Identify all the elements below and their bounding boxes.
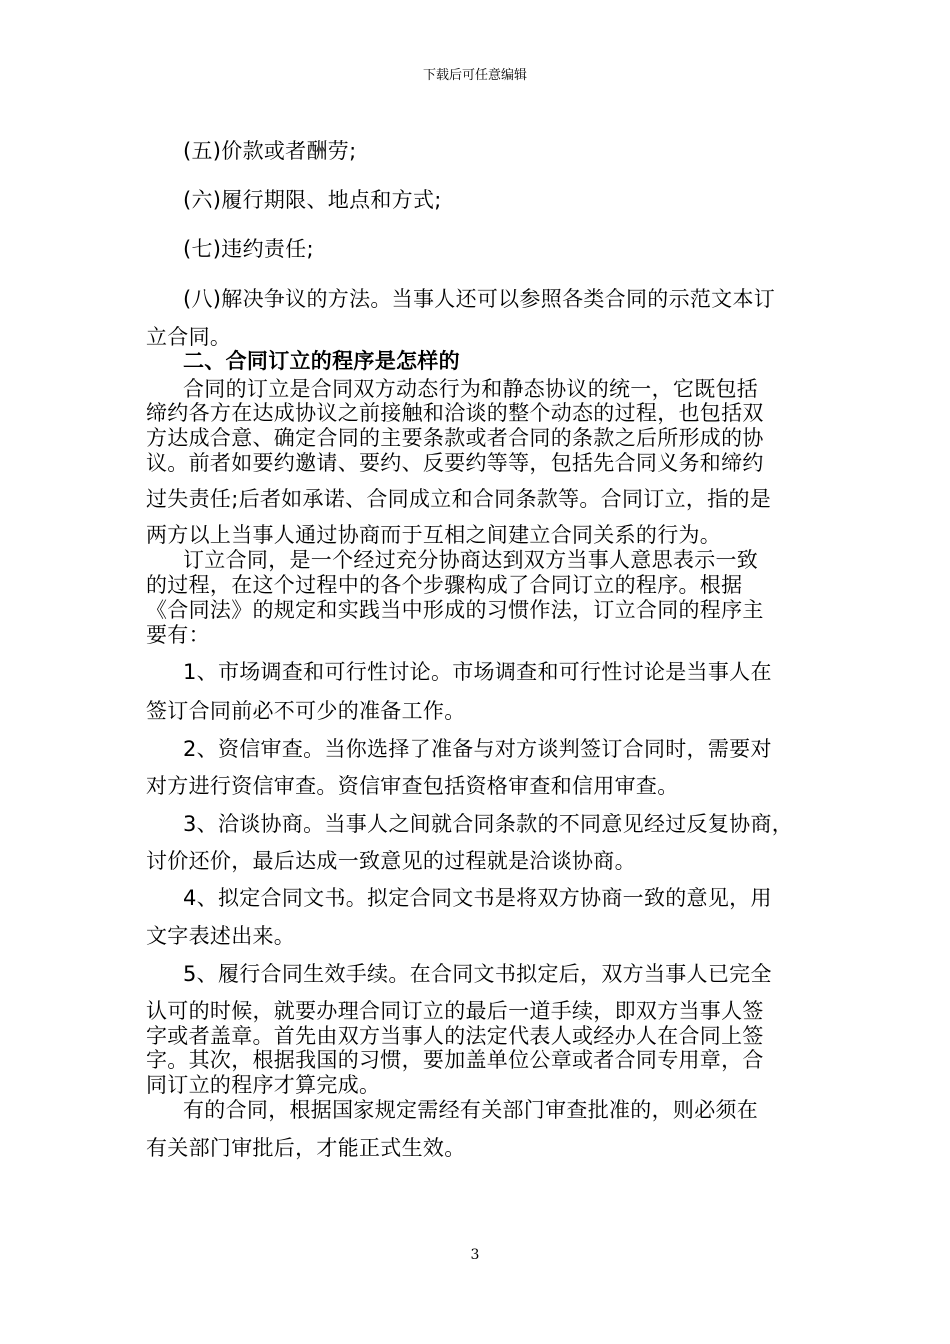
body-line: 合同的订立是合同双方动态行为和静态协议的统一，它既包括 <box>183 377 759 401</box>
body-line: 同订立的程序才算完成。 <box>146 1073 381 1097</box>
body-line: 《合同法》的规定和实践当中形成的习惯作法，订立合同的程序主 <box>146 598 764 622</box>
body-line: (七)违约责任; <box>183 237 314 261</box>
page-header: 下载后可任意编辑 <box>422 68 527 83</box>
body-line: 认可的时候，就要办理合同订立的最后一道手续，即双方当事人签 <box>146 999 764 1023</box>
body-line: 缔约各方在达成协议之前接触和洽谈的整个动态的过程，也包括双 <box>146 401 764 425</box>
body-line: 4、拟定合同文书。拟定合同文书是将双方协商一致的意见，用 <box>183 886 772 910</box>
body-line: (五)价款或者酬劳; <box>183 139 357 163</box>
body-line: 1、市场调查和可行性讨论。市场调查和可行性讨论是当事人在 <box>183 660 772 684</box>
body-line: 有关部门审批后，才能正式生效。 <box>146 1136 466 1160</box>
page-number: 3 <box>470 1247 480 1263</box>
body-line: 订立合同，是一个经过充分协商达到双方当事人意思表示一致 <box>183 548 759 572</box>
body-line: (六)履行期限、地点和方式; <box>183 188 442 212</box>
section-heading: 二、合同订立的程序是怎样的 <box>183 349 460 373</box>
body-line: 方达成合意、确定合同的主要条款或者合同的条款之后所形成的协 <box>146 426 764 450</box>
body-line: 过失责任;后者如承诺、合同成立和合同条款等。合同订立，指的是 <box>146 487 772 511</box>
body-line: 议。前者如要约邀请、要约、反要约等等，包括先合同义务和缔约 <box>146 451 764 475</box>
body-line: 字。其次，根据我国的习惯，要加盖单位公章或者合同专用章，合 <box>146 1048 764 1072</box>
body-line: 讨价还价，最后达成一致意见的过程就是洽谈协商。 <box>146 849 636 873</box>
body-line: 签订合同前必不可少的准备工作。 <box>146 699 466 723</box>
body-line: 立合同。 <box>146 325 232 349</box>
body-line: 5、履行合同生效手续。在合同文书拟定后，双方当事人已完全 <box>183 962 772 986</box>
body-line: 有的合同，根据国家规定需经有关部门审查批准的，则必须在 <box>183 1098 759 1122</box>
body-line: (八)解决争议的方法。当事人还可以参照各类合同的示范文本订 <box>183 287 776 311</box>
body-line: 文字表述出来。 <box>146 924 296 948</box>
body-line: 2、资信审查。当你选择了准备与对方谈判签订合同时，需要对 <box>183 737 772 761</box>
body-line: 的过程，在这个过程中的各个步骤构成了合同订立的程序。根据 <box>146 573 743 597</box>
body-line: 两方以上当事人通过协商而于互相之间建立合同关系的行为。 <box>146 523 722 547</box>
body-line: 要有： <box>146 623 210 647</box>
body-line: 3、洽谈协商。当事人之间就合同条款的不同意见经过反复协商， <box>183 812 794 836</box>
body-line: 字或者盖章。首先由双方当事人的法定代表人或经办人在合同上签 <box>146 1024 764 1048</box>
body-line: 对方进行资信审查。资信审查包括资格审查和信用审查。 <box>146 774 679 798</box>
